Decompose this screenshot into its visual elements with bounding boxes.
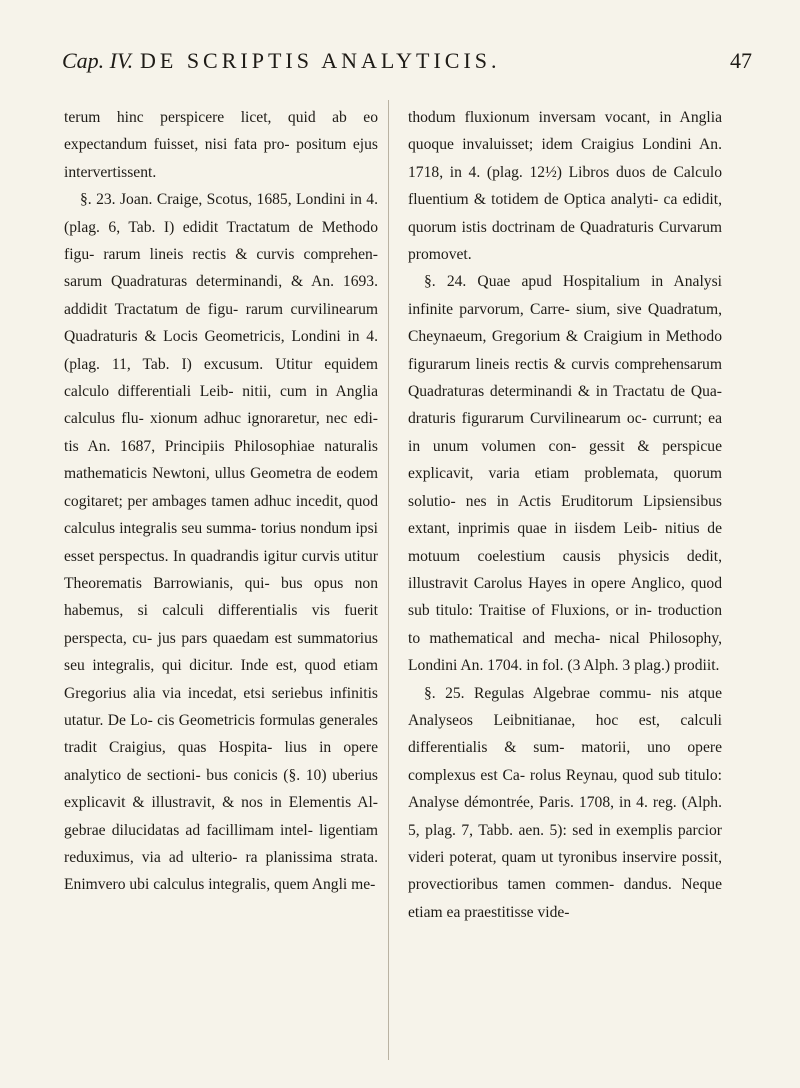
page-number: 47: [730, 48, 752, 73]
running-title: DE SCRIPTIS ANALYTICIS.: [140, 48, 501, 73]
paragraph: terum hinc perspicere licet, quid ab eo expectandum fuisset, nisi fata pro- positum ejus intervertissent.: [64, 109, 378, 181]
paragraph-section-25: §. 25. Regulas Algebrae commu- nis atque Analyseos Leibnitianae, hoc est, calculi differentialis & sum- matorii, uno opere complexus est Ca- rolus Reynau, quod sub titulo: Analyse démontrée, Paris. 1708, in 4. reg. (Alph. 5, plag. 7, Tabb. aen. 5): sed in exemplis parcior videri poterat, quam ut tyronibus inservire possit, provectioribus tamen commen- dandus. Neque etiam ea praestitisse vide-: [408, 684, 722, 921]
right-column: [408, 104, 722, 926]
paragraph: thodum fluxionum inversam vocant, in Anglia quoque invaluisset; idem Craigius Londini An. 1718, in 4. (plag. 12½) Libros duos de Calculo fluentium & totidem de Optica analyti- ca edidit, quorum istis doctrinam de Quadraturis Curvarum promovet.: [408, 109, 722, 264]
chapter-label: Cap. IV.: [62, 48, 134, 73]
running-header: [62, 48, 752, 88]
paragraph-section-23: §. 23. Joan. Craige, Scotus, 1685, Londini in 4. (plag. 6, Tab. I) edidit Tractatum de Methodo figu- rarum lineis rectis & curvis comprehen- sarum Quadraturas determinandi, & An. 1693. addidit Tractatum de figu- rarum curvilinearum Quadraturis & Locis Geometricis, Londini in 4. (plag. 11, Tab. I) excusum. Utitur equidem calculo differentiali Leib- nitii, cum in Anglia calculus flu- xionum adhuc ignoraretur, nec edi- tis An. 1687, Principiis Philosophiae naturalis mathematicis Newtoni, ullus Geometra de eodem cogitaret; per ambages tamen adhuc incedit, quod calculus integralis seu summa- torius nondum ipsi esset perspectus. In quadrandis igitur curvis utitur Theorematis Barrowianis, qui- bus opus non habemus, si calculi differentialis vis fuerit perspecta, cu- jus pars quaedam est summatorius seu integralis, qui dicitur. Inde est, quod etiam Gregorius alia via incedat, etsi seriebus infinitis utatur. De Lo- cis Geometricis formulas generales tradit Craigius, quas Hospita- lius in opere analytico de sectioni- bus conicis (§. 10) uberius explicavit & illustravit, & nos in Elementis Al- gebrae dilucidatas ad facillimam intel- ligentiam reduximus, via ad ulterio- ra planissima strata. Enimvero ubi calculus integralis, quem Angli me-: [64, 191, 378, 894]
paragraph-section-24: §. 24. Quae apud Hospitalium in Analysi infinite parvorum, Carre- sium, sive Quadratum, Cheynaeum, Gregorium & Craigium in Methodo figurarum lineis rectis & curvis comprehensarum Quadraturas determinandi & in Tractatu de Qua- draturis figurarum Curvilinearum oc- currunt; ea in unum volumen con- gessit & perspicue explicavit, varia etiam problemata, quorum solutio- nes in Actis Eruditorum Lipsiensibus extant, inprimis quae in iisdem Leib- nitius de motuum coelestium causis physicis dedit, illustravit Carolus Hayes in opere Anglico, quod sub titulo: Traitise of Fluxions, or in- troduction to mathematical and mecha- nical Philosophy, Londini An. 1704. in fol. (3 Alph. 3 plag.) prodiit.: [408, 273, 722, 675]
left-column: [64, 104, 378, 899]
column-divider: [388, 100, 389, 1060]
